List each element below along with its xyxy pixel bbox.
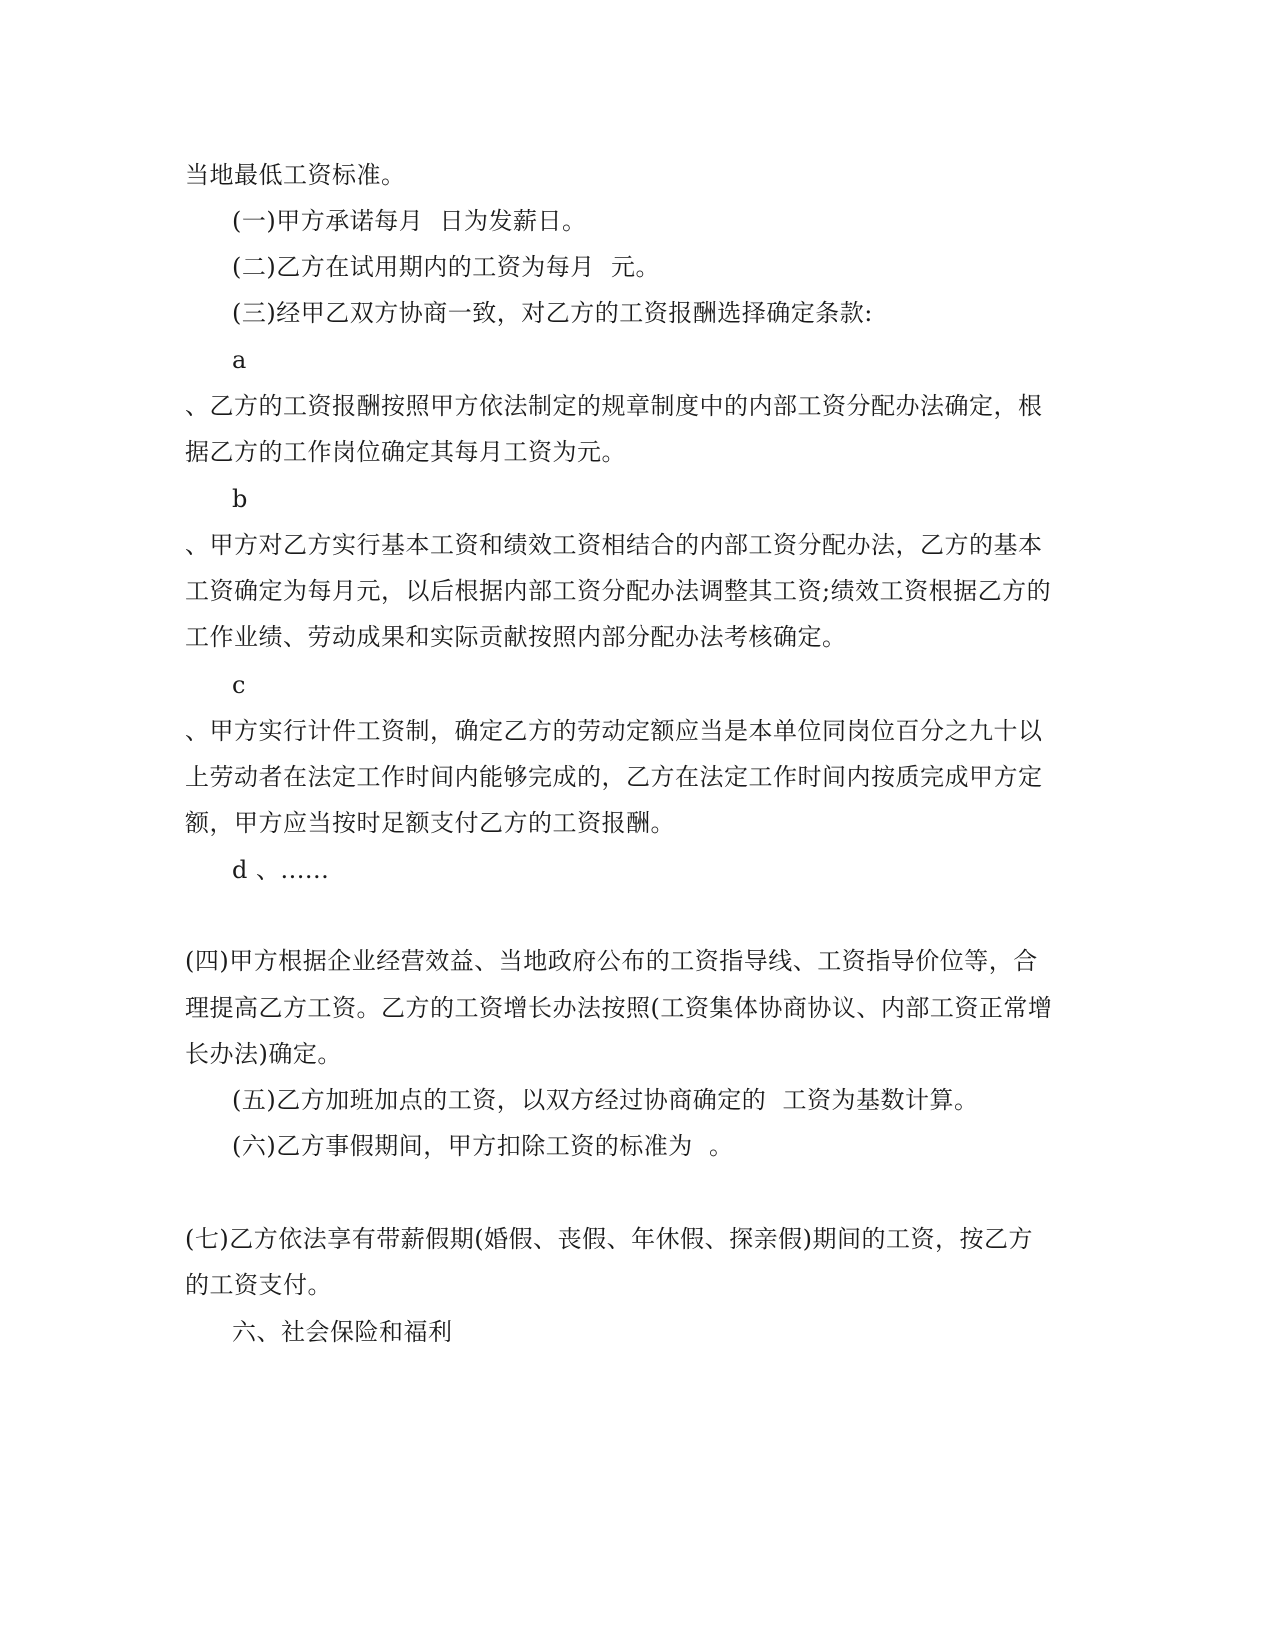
- text-line: (六)乙方事假期间，甲方扣除工资的标准为 。: [232, 1132, 734, 1160]
- text-line: 工资确定为每月元，以后根据内部工资分配办法调整其工资;绩效工资根据乙方的: [185, 577, 1052, 605]
- text-line: (五)乙方加班加点的工资，以双方经过协商确定的 工资为基数计算。: [232, 1086, 979, 1114]
- text-line: 、乙方的工资报酬按照甲方依法制定的规章制度中的内部工资分配办法确定，根: [185, 392, 1043, 420]
- text-line: 理提高乙方工资。乙方的工资增长办法按照(工资集体协商协议、内部工资正常增: [185, 994, 1053, 1022]
- section-heading: 六、社会保险和福利: [232, 1318, 453, 1346]
- text-line: (二)乙方在试用期内的工资为每月 元。: [232, 253, 660, 281]
- text-line: 额，甲方应当按时足额支付乙方的工资报酬。: [185, 809, 675, 837]
- text-line: 长办法)确定。: [185, 1040, 342, 1068]
- text-line: 、甲方实行计件工资制，确定乙方的劳动定额应当是本单位同岗位百分之九十以: [185, 717, 1043, 745]
- text-line: 当地最低工资标准。: [185, 161, 406, 189]
- text-line: 据乙方的工作岗位确定其每月工资为元。: [185, 438, 626, 466]
- text-line: 、甲方对乙方实行基本工资和绩效工资相结合的内部工资分配办法，乙方的基本: [185, 531, 1043, 559]
- text-line: 工作业绩、劳动成果和实际贡献按照内部分配办法考核确定。: [185, 623, 847, 651]
- text-line: b: [232, 485, 248, 513]
- text-line: c: [232, 671, 246, 699]
- text-line: 的工资支付。: [185, 1271, 332, 1299]
- text-line: a: [232, 346, 247, 374]
- text-line: d 、......: [232, 856, 330, 884]
- text-line: 上劳动者在法定工作时间内能够完成的，乙方在法定工作时间内按质完成甲方定: [185, 763, 1043, 791]
- text-line: (一)甲方承诺每月 日为发薪日。: [232, 207, 587, 235]
- text-line: (七)乙方依法享有带薪假期(婚假、丧假、年休假、探亲假)期间的工资，按乙方: [185, 1225, 1033, 1253]
- text-line: (四)甲方根据企业经营效益、当地政府公布的工资指导线、工资指导价位等，合: [185, 947, 1038, 975]
- text-line: (三)经甲乙双方协商一致，对乙方的工资报酬选择确定条款:: [232, 299, 873, 327]
